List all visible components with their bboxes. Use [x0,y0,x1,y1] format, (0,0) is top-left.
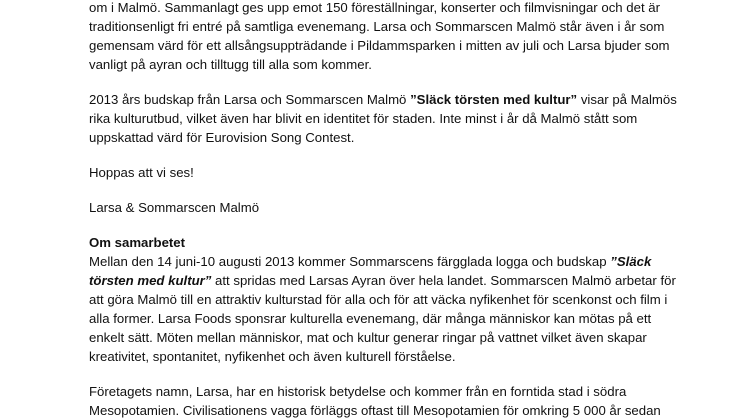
section-heading: Om samarbetet [89,235,186,250]
text-line: kreativitet, spontanitet, nyfikenhet och även kulturell förståelse. [89,349,456,364]
paragraph-signature [89,198,689,217]
text-run: visar på Malmös [577,92,677,107]
paragraph-festival [89,0,689,74]
text-run: 2013 års budskap från Larsa och Sommarscen Malmö [89,92,411,107]
paragraph-greeting [89,163,689,182]
text-line: Företagets namn, Larsa, har en historisk betydelse och kommer från en forntida stad i södra [89,384,627,399]
text-line: rika kulturutbud, vilket även har blivit en identitet för staden. Inte minst i år då Malmö stått som [89,111,638,126]
slogan-bold: ”Släck törsten med kultur” [410,92,578,107]
text-line: uppskattad värd för Eurovision Song Contest. [89,130,355,145]
text-line [89,90,689,109]
greeting-text: Hoppas att vi ses! [89,165,194,180]
text-line: att göra Malmö till en attraktiv kulturstad för alla och för att väcka nyfikenhet för scenkonst och film i [89,292,668,307]
paragraph-message [89,90,689,147]
signature-text: Larsa & Sommarscen Malmö [89,200,260,215]
text-line: alla former. Larsa Foods sponsrar kulturella evenemang, där många människor kan mötas på ett [89,311,652,326]
document-page [89,0,689,420]
slogan-bold-italic: törsten med kultur” [89,273,212,288]
text-line: Mesopotamien. Civilisationens vagga förläggs oftast till Mesopotamien för omkring 5 000 år sedan [89,403,661,418]
text-line [89,252,689,271]
paragraph-collaboration [89,233,689,366]
text-line: om i Malmö. Sammanlagt ges upp emot 150 föreställningar, konserter och filmvisningar och det är [89,0,661,15]
slogan-bold-italic: ”Släck [610,254,652,269]
text-line [89,271,689,290]
text-run: att spridas med Larsas Ayran över hela landet. Sommarscen Malmö arbetar för [211,273,676,288]
text-line: vanligt på ayran och tilltugg till alla som kommer. [89,57,372,72]
paragraph-company [89,382,689,420]
text-line: traditionsenligt fri entré på samtliga evenemang. Larsa och Sommarscen Malmö står även i år som [89,19,665,34]
text-run: Mellan den 14 juni-10 augusti 2013 kommer Sommarscens färgglada logga och budskap [89,254,611,269]
text-line: enkelt sätt. Möten mellan människor, mat och kultur generar ringar på vattnet vilket även skapar [89,330,647,345]
text-line: gemensam värd för ett allsångsuppträdande i Pildammsparken i mitten av juli och Larsa bjuder som [89,38,670,53]
